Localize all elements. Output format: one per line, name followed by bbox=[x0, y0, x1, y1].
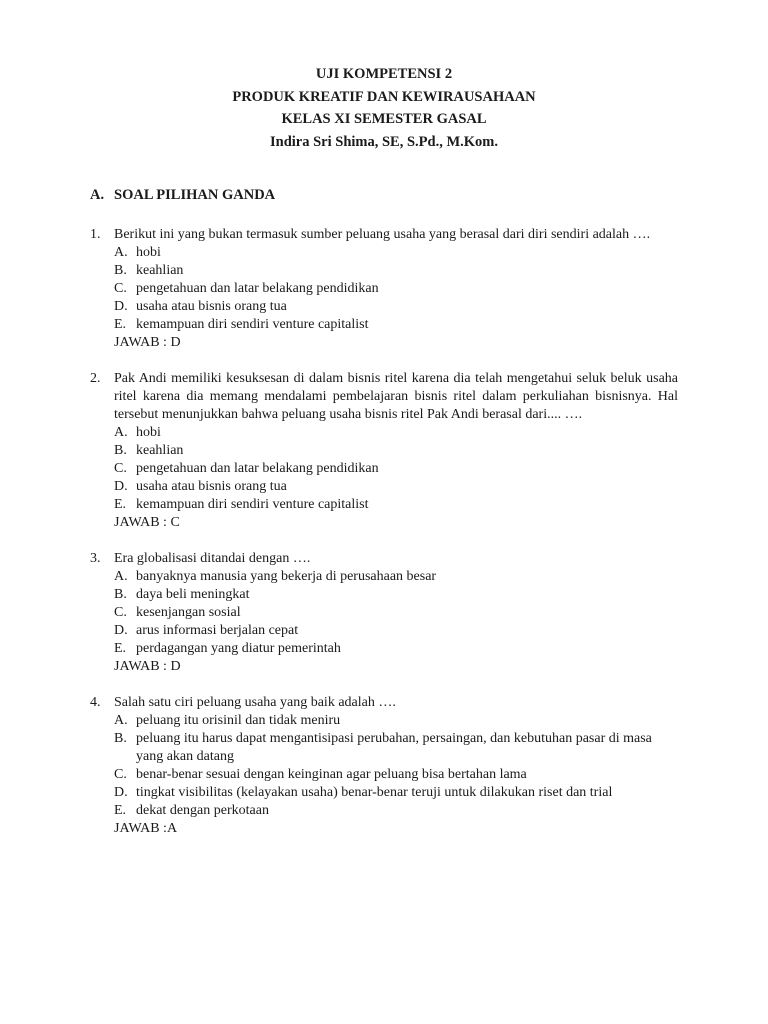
document-header bbox=[0, 63, 768, 153]
question-number: 2. bbox=[90, 371, 101, 386]
option-text: keahlian bbox=[136, 443, 184, 458]
option-b bbox=[114, 730, 678, 766]
option-letter: C. bbox=[114, 461, 127, 476]
option-letter: B. bbox=[114, 443, 127, 458]
question-text: Pak Andi memiliki kesuksesan di dalam bisnis ritel karena dia telah mengetahui seluk beluk usaha ritel karena dia memang mendalami pembelajaran bisnis ritel dalam perkuliahan bisnisnya. Hal tersebut menunjukkan bahwa peluang usaha bisnis ritel Pak Andi berasal dari.... …. bbox=[114, 371, 678, 422]
option-d bbox=[114, 298, 678, 316]
option-d bbox=[114, 478, 678, 496]
question-text: Era globalisasi ditandai dengan …. bbox=[114, 551, 311, 566]
option-text: hobi bbox=[136, 425, 161, 440]
option-text: arus informasi berjalan cepat bbox=[136, 623, 299, 638]
option-text: usaha atau bisnis orang tua bbox=[136, 299, 287, 314]
option-letter: A. bbox=[114, 245, 128, 260]
option-letter: B. bbox=[114, 587, 127, 602]
question-number: 4. bbox=[90, 695, 101, 710]
question-list bbox=[90, 226, 678, 856]
option-c bbox=[114, 280, 678, 298]
question-number: 3. bbox=[90, 551, 101, 566]
option-text: usaha atau bisnis orang tua bbox=[136, 479, 287, 494]
option-text: keahlian bbox=[136, 263, 184, 278]
option-text: pengetahuan dan latar belakang pendidikan bbox=[136, 461, 379, 476]
option-a bbox=[114, 424, 678, 442]
option-letter: B. bbox=[114, 263, 127, 278]
option-letter: A. bbox=[114, 425, 128, 440]
class-semester: KELAS XI SEMESTER GASAL bbox=[281, 111, 487, 127]
option-e bbox=[114, 640, 678, 658]
option-text: banyaknya manusia yang bekerja di perusahaan besar bbox=[136, 569, 437, 584]
option-letter: D. bbox=[114, 299, 128, 314]
option-letter: B. bbox=[114, 731, 127, 746]
option-b bbox=[114, 262, 678, 280]
section-letter: A. bbox=[90, 187, 105, 203]
option-text: kemampuan diri sendiri venture capitalist bbox=[136, 317, 369, 332]
answer-key: JAWAB :A bbox=[114, 821, 178, 836]
option-letter: D. bbox=[114, 479, 128, 494]
answer-key: JAWAB : D bbox=[114, 335, 181, 350]
option-letter: D. bbox=[114, 785, 128, 800]
option-d bbox=[114, 784, 678, 802]
option-text: kemampuan diri sendiri venture capitalist bbox=[136, 497, 369, 512]
question-2 bbox=[90, 370, 678, 532]
option-text: benar-benar sesuai dengan keinginan agar peluang bisa bertahan lama bbox=[136, 767, 527, 782]
option-c bbox=[114, 604, 678, 622]
option-a bbox=[114, 568, 678, 586]
author-name: Indira Sri Shima, SE, S.Pd., M.Kom. bbox=[269, 133, 498, 150]
option-text: dekat dengan perkotaan bbox=[136, 803, 269, 818]
option-text: tingkat visibilitas (kelayakan usaha) benar-benar teruji untuk dilakukan riset dan trial bbox=[136, 785, 613, 800]
option-letter: D. bbox=[114, 623, 128, 638]
option-list bbox=[114, 424, 678, 514]
option-a bbox=[114, 244, 678, 262]
question-number: 1. bbox=[90, 227, 101, 242]
option-a bbox=[114, 712, 678, 730]
option-text: peluang itu orisinil dan tidak meniru bbox=[136, 713, 341, 728]
question-text: Berikut ini yang bukan termasuk sumber peluang usaha yang berasal dari diri sendiri adalah …. bbox=[114, 227, 651, 242]
option-text: daya beli meningkat bbox=[136, 587, 250, 602]
option-text: pengetahuan dan latar belakang pendidikan bbox=[136, 281, 379, 296]
section-heading bbox=[90, 184, 275, 206]
option-text: peluang itu harus dapat mengantisipasi perubahan, persaingan, dan kebutuhan pasar di masa yang akan datang bbox=[136, 731, 652, 764]
option-text: kesenjangan sosial bbox=[136, 605, 241, 620]
question-3 bbox=[90, 550, 678, 676]
subject-title: PRODUK KREATIF DAN KEWIRAUSAHAAN bbox=[232, 88, 536, 105]
option-e bbox=[114, 802, 678, 820]
option-letter: E. bbox=[114, 317, 127, 332]
option-letter: E. bbox=[114, 803, 127, 818]
option-list bbox=[114, 712, 678, 820]
option-letter: A. bbox=[114, 569, 128, 584]
option-c bbox=[114, 766, 678, 784]
option-letter: E. bbox=[114, 641, 127, 656]
option-letter: C. bbox=[114, 281, 127, 296]
question-1 bbox=[90, 226, 678, 352]
question-text: Salah satu ciri peluang usaha yang baik adalah …. bbox=[114, 695, 396, 710]
option-b bbox=[114, 442, 678, 460]
option-letter: C. bbox=[114, 605, 127, 620]
option-d bbox=[114, 622, 678, 640]
question-4 bbox=[90, 694, 678, 838]
option-b bbox=[114, 586, 678, 604]
option-letter: C. bbox=[114, 767, 127, 782]
exam-title: UJI KOMPETENSI 2 bbox=[315, 66, 453, 82]
option-list bbox=[114, 244, 678, 334]
option-letter: A. bbox=[114, 713, 128, 728]
answer-key: JAWAB : C bbox=[114, 515, 180, 530]
option-list bbox=[114, 568, 678, 658]
answer-key: JAWAB : D bbox=[114, 659, 181, 674]
section-title-text: SOAL PILIHAN GANDA bbox=[114, 187, 276, 203]
option-e bbox=[114, 496, 678, 514]
option-e bbox=[114, 316, 678, 334]
option-text: perdagangan yang diatur pemerintah bbox=[136, 641, 341, 656]
option-letter: E. bbox=[114, 497, 127, 512]
option-text: hobi bbox=[136, 245, 161, 260]
option-c bbox=[114, 460, 678, 478]
